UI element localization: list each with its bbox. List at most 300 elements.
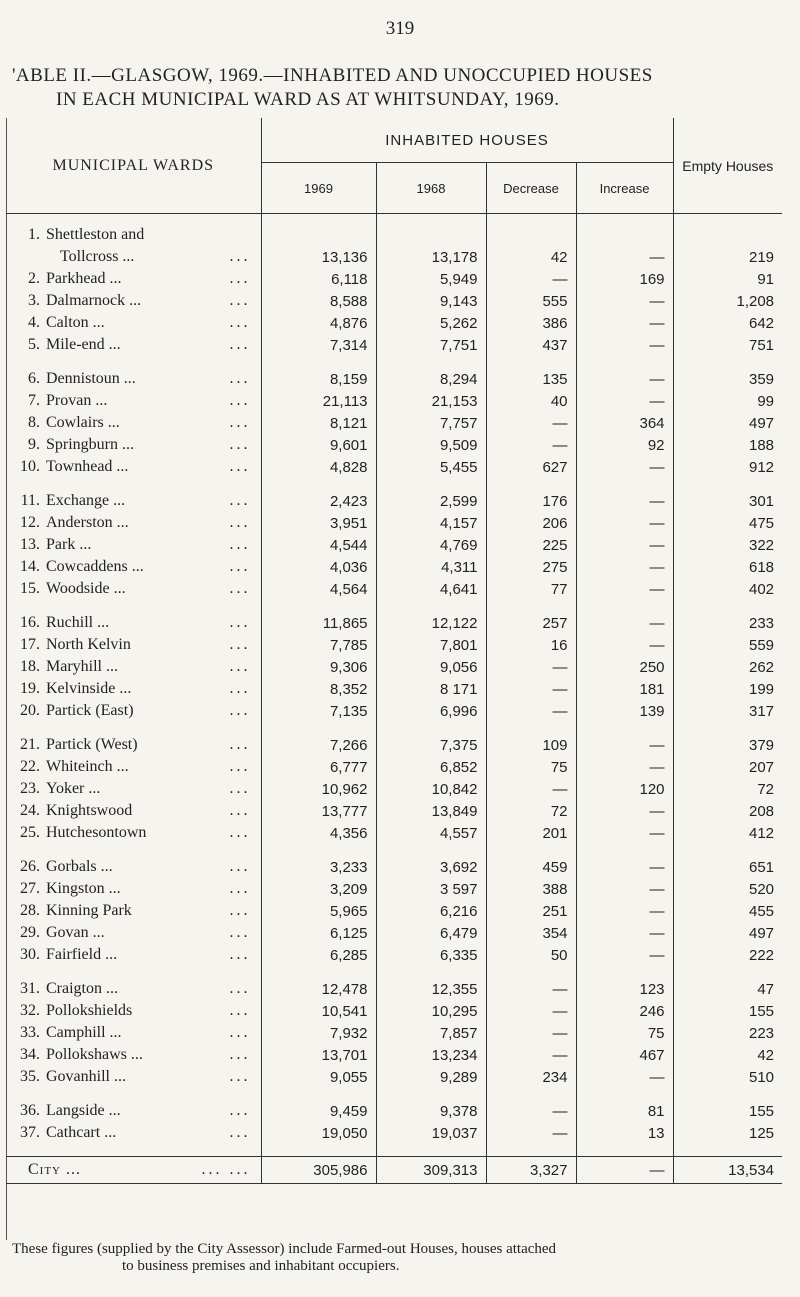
cell-empty-houses: 322	[749, 536, 775, 554]
empty-cell	[486, 214, 576, 247]
spacer-cell	[376, 1088, 486, 1100]
ward-name: Ruchill ...	[46, 614, 110, 631]
cell-empty-houses: 42	[757, 1046, 775, 1064]
cell-1969: 4,544	[261, 534, 376, 556]
cell-increase: —	[576, 612, 673, 634]
cell-1968: 5,949	[376, 268, 486, 290]
cell-1968: 13,178	[376, 246, 486, 268]
ward-name-cell	[6, 612, 261, 634]
leader-dots: ...	[229, 248, 251, 265]
cell-1969: 8,121	[261, 412, 376, 434]
ward-name: Anderston ...	[46, 514, 129, 531]
table-row	[6, 1100, 782, 1122]
group-spacer	[6, 1144, 782, 1157]
ward-name: Hutchesontown	[46, 824, 147, 841]
ward-name: Fairfield ...	[46, 946, 118, 963]
spacer-cell	[486, 844, 576, 856]
cell-increase: —	[576, 944, 673, 966]
ward-name: Springburn ...	[46, 436, 134, 453]
cell-1969: 4,828	[261, 456, 376, 478]
footnote-line1: These figures (supplied by the City Assessor) include Farmed-out Houses, houses attached	[12, 1241, 557, 1257]
ward-number: 24.	[20, 802, 40, 819]
cell-1968: 9,143	[376, 290, 486, 312]
table-row	[6, 612, 782, 634]
cell-1968: 7,757	[376, 412, 486, 434]
leader-dots: ...	[229, 802, 251, 819]
spacer-cell	[6, 1144, 261, 1157]
cell-1969: 12,478	[261, 978, 376, 1000]
cell-empty-houses: 155	[749, 1002, 775, 1020]
cell-empty-houses: 402	[749, 580, 775, 598]
ward-name-cell	[6, 800, 261, 822]
spacer-cell	[376, 356, 486, 368]
spacer-cell	[673, 356, 782, 368]
ward-name-cell	[6, 434, 261, 456]
cell-decrease: —	[486, 778, 576, 800]
cell-decrease: 386	[486, 312, 576, 334]
total-1969: 305,986	[261, 1157, 376, 1184]
cell-1969: 11,865	[261, 612, 376, 634]
cell-increase: 13	[576, 1122, 673, 1144]
cell-1968: 9,289	[376, 1066, 486, 1088]
ward-name: Cowcaddens ...	[46, 558, 144, 575]
cell-1968: 7,751	[376, 334, 486, 356]
cell-increase: 139	[576, 700, 673, 722]
ward-name-cell	[6, 1044, 261, 1066]
ward-name: Cathcart ...	[46, 1124, 117, 1141]
cell-decrease: 437	[486, 334, 576, 356]
footnote-line2: to business premises and inhabitant occupiers.	[122, 1258, 400, 1274]
cell-decrease: —	[486, 700, 576, 722]
ward-name-cell	[6, 1122, 261, 1144]
leader-dots: ...	[229, 436, 251, 453]
table-title-line1: 'ABLE II.—GLASGOW, 1969.—INHABITED AND UNOCCUPIED HOUSES	[12, 65, 653, 86]
ward-name: Gorbals ...	[46, 858, 113, 875]
cell-empty-houses: 99	[757, 392, 775, 410]
table-row	[6, 734, 782, 756]
leader-dots: ...	[229, 492, 251, 509]
ward-name: Dalmarnock ...	[46, 292, 142, 309]
ward-name-cell	[6, 822, 261, 844]
leader-dots: ...	[229, 636, 251, 653]
cell-increase: 92	[576, 434, 673, 456]
ward-name-cell	[6, 246, 261, 268]
cell-empty-houses: 199	[749, 680, 775, 698]
table-row	[6, 434, 782, 456]
cell-increase: —	[576, 334, 673, 356]
cell-1969: 9,055	[261, 1066, 376, 1088]
ward-number: 29.	[20, 924, 40, 941]
table-row	[6, 578, 782, 600]
ward-name-cell	[6, 1022, 261, 1044]
cell-1968: 9,056	[376, 656, 486, 678]
cell-1968: 4,311	[376, 556, 486, 578]
cell-increase: —	[576, 456, 673, 478]
ward-name: Maryhill ...	[46, 658, 118, 675]
cell-1968: 10,842	[376, 778, 486, 800]
cell-decrease: 251	[486, 900, 576, 922]
cell-empty-houses: 520	[749, 880, 775, 898]
empty-cell	[376, 214, 486, 247]
cell-1969: 4,036	[261, 556, 376, 578]
cell-decrease: 42	[486, 246, 576, 268]
ward-name: Whiteinch ...	[46, 758, 129, 775]
header-increase: Increase	[576, 163, 673, 214]
spacer-cell	[486, 722, 576, 734]
ward-name-cell	[6, 1100, 261, 1122]
ward-number: 23.	[20, 780, 40, 797]
cell-1969: 4,356	[261, 822, 376, 844]
total-empty-houses: 13,534	[673, 1157, 782, 1184]
cell-increase: 120	[576, 778, 673, 800]
cell-1969: 6,777	[261, 756, 376, 778]
spacer-cell	[6, 356, 261, 368]
table-row	[6, 900, 782, 922]
cell-1968: 12,355	[376, 978, 486, 1000]
leader-dots: ...	[229, 580, 251, 597]
ward-name-cell	[6, 456, 261, 478]
table-row	[6, 922, 782, 944]
table-row	[6, 456, 782, 478]
spacer-cell	[673, 722, 782, 734]
cell-1969: 2,423	[261, 490, 376, 512]
spacer-cell	[261, 1144, 376, 1157]
cell-empty-houses: 91	[757, 270, 775, 288]
table-row	[6, 634, 782, 656]
cell-1968: 8,294	[376, 368, 486, 390]
spacer-cell	[376, 722, 486, 734]
spacer-cell	[6, 966, 261, 978]
cell-1969: 6,285	[261, 944, 376, 966]
cell-decrease: 75	[486, 756, 576, 778]
cell-empty-houses: 207	[749, 758, 775, 776]
table-row	[6, 800, 782, 822]
cell-1969: 4,564	[261, 578, 376, 600]
leader-dots: ...	[229, 370, 251, 387]
table-row	[6, 678, 782, 700]
ward-name-cell	[6, 978, 261, 1000]
total-row	[6, 1157, 782, 1184]
table-row	[6, 756, 782, 778]
cell-increase: 81	[576, 1100, 673, 1122]
ward-name: Pollokshaws ...	[46, 1046, 143, 1063]
cell-1968: 6,479	[376, 922, 486, 944]
cell-empty-houses: 497	[749, 924, 775, 942]
cell-decrease: 225	[486, 534, 576, 556]
ward-name-cell	[6, 312, 261, 334]
table-body	[6, 214, 782, 1184]
cell-increase: —	[576, 312, 673, 334]
spacer-cell	[576, 966, 673, 978]
cell-1968: 6,996	[376, 700, 486, 722]
table-row	[6, 534, 782, 556]
cell-decrease: 555	[486, 290, 576, 312]
cell-1968: 9,509	[376, 434, 486, 456]
cell-1968: 13,849	[376, 800, 486, 822]
cell-increase: —	[576, 512, 673, 534]
ward-name-cell	[6, 268, 261, 290]
ward-name: Camphill ...	[46, 1024, 122, 1041]
cell-decrease: 234	[486, 1066, 576, 1088]
cell-increase: —	[576, 878, 673, 900]
cell-increase: 246	[576, 1000, 673, 1022]
cell-increase: —	[576, 246, 673, 268]
header-1969: 1969	[261, 163, 376, 214]
spacer-cell	[6, 478, 261, 490]
leader-dots: ...	[229, 1002, 251, 1019]
cell-1968: 6,335	[376, 944, 486, 966]
cell-empty-houses: 1,208	[736, 292, 775, 310]
cell-increase: 364	[576, 412, 673, 434]
ward-name: Park ...	[46, 536, 92, 553]
group-spacer	[6, 966, 782, 978]
spacer-cell	[376, 600, 486, 612]
cell-empty-houses: 412	[749, 824, 775, 842]
cell-1969: 10,541	[261, 1000, 376, 1022]
cell-1969: 10,962	[261, 778, 376, 800]
cell-1968: 7,801	[376, 634, 486, 656]
ward-number: 26.	[20, 858, 40, 875]
cell-1969: 3,233	[261, 856, 376, 878]
spacer-cell	[376, 844, 486, 856]
ward-name-cell	[6, 634, 261, 656]
ward-name-cell	[6, 334, 261, 356]
cell-1969: 7,135	[261, 700, 376, 722]
ward-name-cell	[6, 656, 261, 678]
cell-1969: 6,125	[261, 922, 376, 944]
ward-name: Partick (East)	[46, 702, 134, 719]
cell-decrease: 109	[486, 734, 576, 756]
ward-number: 31.	[20, 980, 40, 997]
ward-number: 21.	[20, 736, 40, 753]
cell-empty-houses: 155	[749, 1102, 775, 1120]
cell-empty-houses: 262	[749, 658, 775, 676]
cell-decrease: —	[486, 678, 576, 700]
cell-empty-houses: 47	[757, 980, 775, 998]
cell-increase: —	[576, 490, 673, 512]
cell-empty-houses: 233	[749, 614, 775, 632]
ward-number: 6.	[28, 370, 40, 387]
table-row	[6, 556, 782, 578]
ward-name: Shettleston and	[46, 226, 145, 243]
table-row	[6, 978, 782, 1000]
ward-number: 4.	[28, 314, 40, 331]
header-inhabited-houses: INHABITED HOUSES	[261, 118, 673, 163]
spacer-cell	[376, 1144, 486, 1157]
ward-name: Calton ...	[46, 314, 105, 331]
cell-decrease: 627	[486, 456, 576, 478]
cell-1969: 7,785	[261, 634, 376, 656]
cell-decrease: 135	[486, 368, 576, 390]
ward-name: Kelvinside ...	[46, 680, 132, 697]
cell-1969: 8,159	[261, 368, 376, 390]
leader-dots: ...	[229, 392, 251, 409]
total-increase: —	[576, 1157, 673, 1184]
ward-number: 13.	[20, 536, 40, 553]
cell-decrease: 72	[486, 800, 576, 822]
cell-decrease: 16	[486, 634, 576, 656]
cell-increase: —	[576, 556, 673, 578]
cell-decrease: —	[486, 1100, 576, 1122]
cell-empty-houses: 72	[757, 780, 775, 798]
table-row	[6, 334, 782, 356]
cell-increase: —	[576, 734, 673, 756]
leader-dots: ...	[229, 946, 251, 963]
total-1968: 309,313	[376, 1157, 486, 1184]
spacer-cell	[261, 722, 376, 734]
cell-1968: 4,557	[376, 822, 486, 844]
cell-empty-houses: 317	[749, 702, 775, 720]
ward-name: Cowlairs ...	[46, 414, 120, 431]
group-spacer	[6, 1088, 782, 1100]
spacer-cell	[673, 844, 782, 856]
leader-dots: ...	[229, 1024, 251, 1041]
spacer-cell	[261, 844, 376, 856]
ward-number: 34.	[20, 1046, 40, 1063]
table-row	[6, 1044, 782, 1066]
cell-decrease: —	[486, 434, 576, 456]
ward-name: Kinning Park	[46, 902, 132, 919]
cell-increase: 169	[576, 268, 673, 290]
table-row	[6, 312, 782, 334]
table-row	[6, 368, 782, 390]
cell-decrease: 50	[486, 944, 576, 966]
ward-name: Yoker ...	[46, 780, 101, 797]
empty-cell	[673, 214, 782, 247]
cell-1968: 19,037	[376, 1122, 486, 1144]
spacer-cell	[486, 600, 576, 612]
page-number: 319	[385, 18, 415, 39]
cell-1969: 8,588	[261, 290, 376, 312]
cell-1968: 6,216	[376, 900, 486, 922]
cell-decrease: 275	[486, 556, 576, 578]
leader-dots: ...	[229, 1068, 251, 1085]
ward-name-cell	[6, 778, 261, 800]
table-row	[6, 490, 782, 512]
cell-1969: 6,118	[261, 268, 376, 290]
cell-decrease: —	[486, 412, 576, 434]
ward-name-cell	[6, 678, 261, 700]
spacer-cell	[6, 844, 261, 856]
cell-1968: 3 597	[376, 878, 486, 900]
cell-1968: 10,295	[376, 1000, 486, 1022]
table-row	[6, 412, 782, 434]
ward-name-cell	[6, 534, 261, 556]
group-spacer	[6, 600, 782, 612]
empty-cell	[576, 214, 673, 247]
ward-name: Dennistoun ...	[46, 370, 136, 387]
cell-increase: —	[576, 900, 673, 922]
ward-name: Knightswood	[46, 802, 133, 819]
leader-dots: ...	[229, 758, 251, 775]
cell-decrease: 40	[486, 390, 576, 412]
cell-1969: 19,050	[261, 1122, 376, 1144]
ward-name: Kingston ...	[46, 880, 121, 897]
ward-name-cell	[6, 734, 261, 756]
cell-1969: 3,951	[261, 512, 376, 534]
spacer-cell	[261, 1088, 376, 1100]
spacer-cell	[486, 1144, 576, 1157]
table-row	[6, 1122, 782, 1144]
cell-empty-houses: 559	[749, 636, 775, 654]
cell-empty-houses: 222	[749, 946, 775, 964]
leader-dots: ...	[229, 614, 251, 631]
table-row	[6, 656, 782, 678]
spacer-cell	[673, 600, 782, 612]
cell-1969: 9,306	[261, 656, 376, 678]
leader-dots: ...	[229, 680, 251, 697]
cell-increase: —	[576, 368, 673, 390]
ward-name: Govan ...	[46, 924, 105, 941]
ward-number: 14.	[20, 558, 40, 575]
cell-decrease: —	[486, 1122, 576, 1144]
ward-name-continued: Tollcross ...	[60, 248, 135, 265]
cell-1968: 13,234	[376, 1044, 486, 1066]
ward-name-cell	[6, 900, 261, 922]
table-row	[6, 778, 782, 800]
ward-number: 33.	[20, 1024, 40, 1041]
cell-increase: 250	[576, 656, 673, 678]
cell-empty-houses: 125	[749, 1124, 775, 1142]
ward-name: North Kelvin	[46, 636, 131, 653]
spacer-cell	[576, 722, 673, 734]
ward-name: Mile-end ...	[46, 336, 121, 353]
cell-1969: 7,266	[261, 734, 376, 756]
leader-dots: ...	[229, 736, 251, 753]
ward-number: 37.	[20, 1124, 40, 1141]
spacer-cell	[576, 1144, 673, 1157]
cell-increase: —	[576, 390, 673, 412]
table-row	[6, 214, 782, 247]
ward-number: 5.	[28, 336, 40, 353]
cell-empty-houses: 475	[749, 514, 775, 532]
cell-empty-houses: 208	[749, 802, 775, 820]
cell-1968: 12,122	[376, 612, 486, 634]
header-decrease: Decrease	[486, 163, 576, 214]
ward-number: 8.	[28, 414, 40, 431]
ward-number: 11.	[20, 492, 40, 509]
table-row	[6, 1022, 782, 1044]
total-label-cell	[6, 1157, 261, 1184]
cell-empty-houses: 510	[749, 1068, 775, 1086]
spacer-cell	[6, 722, 261, 734]
table-row	[6, 268, 782, 290]
ward-number: 17.	[20, 636, 40, 653]
cell-1969: 13,777	[261, 800, 376, 822]
cell-increase: —	[576, 800, 673, 822]
cell-1968: 3,692	[376, 856, 486, 878]
ward-number: 16.	[20, 614, 40, 631]
leader-dots: ...	[229, 458, 251, 475]
group-spacer	[6, 722, 782, 734]
leader-dots: ...	[229, 1046, 251, 1063]
ward-name-cell	[6, 214, 261, 247]
header-municipal-wards: MUNICIPAL WARDS	[6, 118, 261, 214]
ward-name-cell	[6, 290, 261, 312]
table-row	[6, 944, 782, 966]
cell-1969: 7,314	[261, 334, 376, 356]
cell-empty-houses: 651	[749, 858, 775, 876]
ward-number: 28.	[20, 902, 40, 919]
ward-number: 20.	[20, 702, 40, 719]
cell-1968: 5,262	[376, 312, 486, 334]
cell-1969: 8,352	[261, 678, 376, 700]
ward-number: 7.	[28, 392, 40, 409]
leader-dots: ...	[229, 702, 251, 719]
ward-name-cell	[6, 556, 261, 578]
ward-name-cell	[6, 944, 261, 966]
cell-empty-houses: 219	[749, 248, 775, 266]
